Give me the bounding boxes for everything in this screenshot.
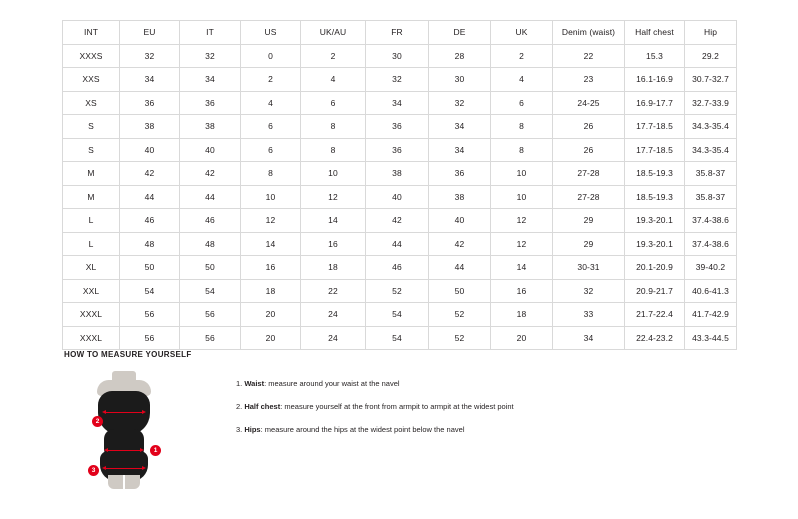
- table-row: [63, 209, 737, 233]
- size-table-body: [63, 44, 737, 350]
- cell-eu: 48: [120, 232, 180, 256]
- cell-us: 0: [241, 44, 301, 68]
- cell-denim-waist: 33: [553, 303, 625, 327]
- cell-half-chest: 20.9-21.7: [625, 279, 685, 303]
- cell-eu: 46: [120, 209, 180, 233]
- cell-fr: 54: [366, 303, 429, 327]
- cell-fr: 34: [366, 91, 429, 115]
- cell-half-chest: 17.7-18.5: [625, 138, 685, 162]
- cell-hip: 37.4-38.6: [685, 232, 737, 256]
- cell-de: 30: [429, 68, 491, 92]
- badge-waist: 1: [150, 445, 161, 456]
- cell-hip: 29.2: [685, 44, 737, 68]
- table-header-row: [63, 21, 737, 45]
- cell-int: S: [63, 138, 120, 162]
- cell-denim-waist: 22: [553, 44, 625, 68]
- cell-int: L: [63, 232, 120, 256]
- cell-half-chest: 20.1-20.9: [625, 256, 685, 280]
- mannequin-figure: [64, 369, 182, 494]
- cell-it: 54: [180, 279, 241, 303]
- cell-uk-au: 6: [301, 91, 366, 115]
- hips-measure-arrow-icon: [106, 468, 142, 469]
- cell-us: 12: [241, 209, 301, 233]
- cell-int: XXXS: [63, 44, 120, 68]
- cell-it: 50: [180, 256, 241, 280]
- cell-int: L: [63, 209, 120, 233]
- cell-uk-au: 8: [301, 115, 366, 139]
- cell-denim-waist: 23: [553, 68, 625, 92]
- cell-it: 42: [180, 162, 241, 186]
- cell-half-chest: 18.5-19.3: [625, 162, 685, 186]
- cell-uk: 12: [491, 209, 553, 233]
- cell-uk-au: 8: [301, 138, 366, 162]
- cell-half-chest: 19.3-20.1: [625, 232, 685, 256]
- cell-de: 44: [429, 256, 491, 280]
- cell-denim-waist: 29: [553, 209, 625, 233]
- cell-fr: 30: [366, 44, 429, 68]
- cell-denim-waist: 27-28: [553, 185, 625, 209]
- cell-uk: 16: [491, 279, 553, 303]
- cell-hip: 43.3-44.5: [685, 326, 737, 350]
- instruction-half-chest-number: 2.: [236, 402, 245, 411]
- cell-fr: 32: [366, 68, 429, 92]
- cell-uk: 10: [491, 185, 553, 209]
- cell-fr: 36: [366, 115, 429, 139]
- cell-us: 6: [241, 115, 301, 139]
- cell-de: 32: [429, 91, 491, 115]
- cell-de: 50: [429, 279, 491, 303]
- table-row: [63, 68, 737, 92]
- instruction-waist-text: : measure around your waist at the navel: [264, 379, 400, 388]
- cell-us: 10: [241, 185, 301, 209]
- cell-uk-au: 4: [301, 68, 366, 92]
- cell-fr: 36: [366, 138, 429, 162]
- cell-uk-au: 14: [301, 209, 366, 233]
- cell-half-chest: 22.4-23.2: [625, 326, 685, 350]
- cell-uk: 12: [491, 232, 553, 256]
- cell-de: 42: [429, 232, 491, 256]
- cell-hip: 39-40.2: [685, 256, 737, 280]
- cell-denim-waist: 27-28: [553, 162, 625, 186]
- cell-eu: 32: [120, 44, 180, 68]
- cell-uk-au: 24: [301, 326, 366, 350]
- cell-it: 38: [180, 115, 241, 139]
- cell-uk-au: 24: [301, 303, 366, 327]
- cell-uk: 6: [491, 91, 553, 115]
- cell-half-chest: 16.9-17.7: [625, 91, 685, 115]
- instruction-waist-number: 1.: [236, 379, 245, 388]
- cell-int: M: [63, 162, 120, 186]
- column-header-it: IT: [180, 21, 241, 45]
- instruction-half-chest: [236, 402, 514, 411]
- cell-uk-au: 12: [301, 185, 366, 209]
- table-row: [63, 232, 737, 256]
- cell-half-chest: 18.5-19.3: [625, 185, 685, 209]
- cell-int: XS: [63, 91, 120, 115]
- column-header-us: US: [241, 21, 301, 45]
- cell-hip: 34.3-35.4: [685, 115, 737, 139]
- column-header-hip: Hip: [685, 21, 737, 45]
- cell-it: 56: [180, 303, 241, 327]
- cell-us: 2: [241, 68, 301, 92]
- cell-hip: 40.6-41.3: [685, 279, 737, 303]
- cell-uk: 18: [491, 303, 553, 327]
- column-header-de: DE: [429, 21, 491, 45]
- cell-int: XXXL: [63, 303, 120, 327]
- cell-fr: 42: [366, 209, 429, 233]
- how-to-measure-body: [64, 369, 764, 494]
- cell-fr: 46: [366, 256, 429, 280]
- cell-int: XXXL: [63, 326, 120, 350]
- cell-uk-au: 18: [301, 256, 366, 280]
- table-row: [63, 115, 737, 139]
- cell-half-chest: 19.3-20.1: [625, 209, 685, 233]
- cell-de: 34: [429, 138, 491, 162]
- cell-denim-waist: 29: [553, 232, 625, 256]
- measure-instructions-list: [236, 379, 514, 448]
- size-table: [62, 20, 737, 350]
- instruction-hips-number: 3.: [236, 425, 245, 434]
- size-table-container: [62, 20, 736, 350]
- table-row: [63, 256, 737, 280]
- cell-fr: 54: [366, 326, 429, 350]
- column-header-int: INT: [63, 21, 120, 45]
- cell-eu: 56: [120, 303, 180, 327]
- cell-uk: 4: [491, 68, 553, 92]
- cell-uk-au: 10: [301, 162, 366, 186]
- cell-fr: 40: [366, 185, 429, 209]
- cell-int: XL: [63, 256, 120, 280]
- cell-it: 40: [180, 138, 241, 162]
- cell-it: 46: [180, 209, 241, 233]
- instruction-half-chest-text: : measure yourself at the front from armpit to armpit at the widest point: [280, 402, 514, 411]
- instruction-half-chest-term: Half chest: [244, 402, 281, 411]
- cell-denim-waist: 26: [553, 138, 625, 162]
- cell-it: 34: [180, 68, 241, 92]
- cell-de: 36: [429, 162, 491, 186]
- column-header-fr: FR: [366, 21, 429, 45]
- cell-int: S: [63, 115, 120, 139]
- cell-uk-au: 22: [301, 279, 366, 303]
- cell-half-chest: 17.7-18.5: [625, 115, 685, 139]
- cell-fr: 38: [366, 162, 429, 186]
- table-row: [63, 162, 737, 186]
- cell-de: 40: [429, 209, 491, 233]
- instruction-hips-text: : measure around the hips at the widest point below the navel: [260, 425, 465, 434]
- cell-denim-waist: 30-31: [553, 256, 625, 280]
- cell-us: 8: [241, 162, 301, 186]
- table-row: [63, 138, 737, 162]
- cell-us: 20: [241, 303, 301, 327]
- cell-fr: 52: [366, 279, 429, 303]
- cell-eu: 54: [120, 279, 180, 303]
- cell-eu: 50: [120, 256, 180, 280]
- size-table-header: [63, 21, 737, 45]
- table-row: [63, 44, 737, 68]
- column-header-uk-au: UK/AU: [301, 21, 366, 45]
- cell-us: 16: [241, 256, 301, 280]
- cell-us: 6: [241, 138, 301, 162]
- badge-hips: 3: [88, 465, 99, 476]
- cell-half-chest: 15.3: [625, 44, 685, 68]
- cell-int: M: [63, 185, 120, 209]
- instruction-hips-term: Hips: [244, 425, 261, 434]
- cell-uk: 10: [491, 162, 553, 186]
- cell-us: 18: [241, 279, 301, 303]
- instruction-waist: [236, 379, 514, 388]
- column-header-half-chest: Half chest: [625, 21, 685, 45]
- cell-de: 52: [429, 326, 491, 350]
- badge-half-chest: 2: [92, 416, 103, 427]
- column-header-denim-waist: Denim (waist): [553, 21, 625, 45]
- cell-hip: 34.3-35.4: [685, 138, 737, 162]
- table-row: [63, 303, 737, 327]
- how-to-measure-title: HOW TO MEASURE YOURSELF: [64, 350, 192, 359]
- cell-uk: 20: [491, 326, 553, 350]
- cell-hip: 35.8-37: [685, 162, 737, 186]
- half-chest-measure-arrow-icon: [106, 412, 142, 413]
- cell-it: 36: [180, 91, 241, 115]
- cell-eu: 40: [120, 138, 180, 162]
- cell-de: 52: [429, 303, 491, 327]
- cell-us: 20: [241, 326, 301, 350]
- cell-eu: 42: [120, 162, 180, 186]
- cell-int: XXL: [63, 279, 120, 303]
- instruction-hips: [236, 425, 514, 434]
- column-header-uk: UK: [491, 21, 553, 45]
- cell-uk: 14: [491, 256, 553, 280]
- cell-denim-waist: 24-25: [553, 91, 625, 115]
- cell-uk: 2: [491, 44, 553, 68]
- cell-us: 14: [241, 232, 301, 256]
- mannequin-leg-split: [123, 475, 125, 489]
- cell-hip: 37.4-38.6: [685, 209, 737, 233]
- cell-hip: 41.7-42.9: [685, 303, 737, 327]
- cell-hip: 30.7-32.7: [685, 68, 737, 92]
- cell-half-chest: 21.7-22.4: [625, 303, 685, 327]
- cell-it: 56: [180, 326, 241, 350]
- cell-hip: 35.8-37: [685, 185, 737, 209]
- cell-denim-waist: 34: [553, 326, 625, 350]
- cell-int: XXS: [63, 68, 120, 92]
- cell-uk: 8: [491, 138, 553, 162]
- cell-uk-au: 16: [301, 232, 366, 256]
- cell-de: 28: [429, 44, 491, 68]
- cell-eu: 38: [120, 115, 180, 139]
- cell-half-chest: 16.1-16.9: [625, 68, 685, 92]
- instruction-waist-term: Waist: [244, 379, 265, 388]
- table-row: [63, 326, 737, 350]
- cell-eu: 56: [120, 326, 180, 350]
- cell-eu: 34: [120, 68, 180, 92]
- cell-it: 32: [180, 44, 241, 68]
- column-header-eu: EU: [120, 21, 180, 45]
- how-to-measure-section: [64, 350, 764, 494]
- cell-hip: 32.7-33.9: [685, 91, 737, 115]
- table-row: [63, 279, 737, 303]
- cell-uk: 8: [491, 115, 553, 139]
- cell-eu: 36: [120, 91, 180, 115]
- cell-it: 44: [180, 185, 241, 209]
- waist-measure-arrow-icon: [108, 450, 140, 451]
- cell-fr: 44: [366, 232, 429, 256]
- cell-uk-au: 2: [301, 44, 366, 68]
- cell-denim-waist: 32: [553, 279, 625, 303]
- cell-denim-waist: 26: [553, 115, 625, 139]
- cell-eu: 44: [120, 185, 180, 209]
- cell-it: 48: [180, 232, 241, 256]
- cell-de: 34: [429, 115, 491, 139]
- cell-de: 38: [429, 185, 491, 209]
- table-row: [63, 91, 737, 115]
- cell-us: 4: [241, 91, 301, 115]
- table-row: [63, 185, 737, 209]
